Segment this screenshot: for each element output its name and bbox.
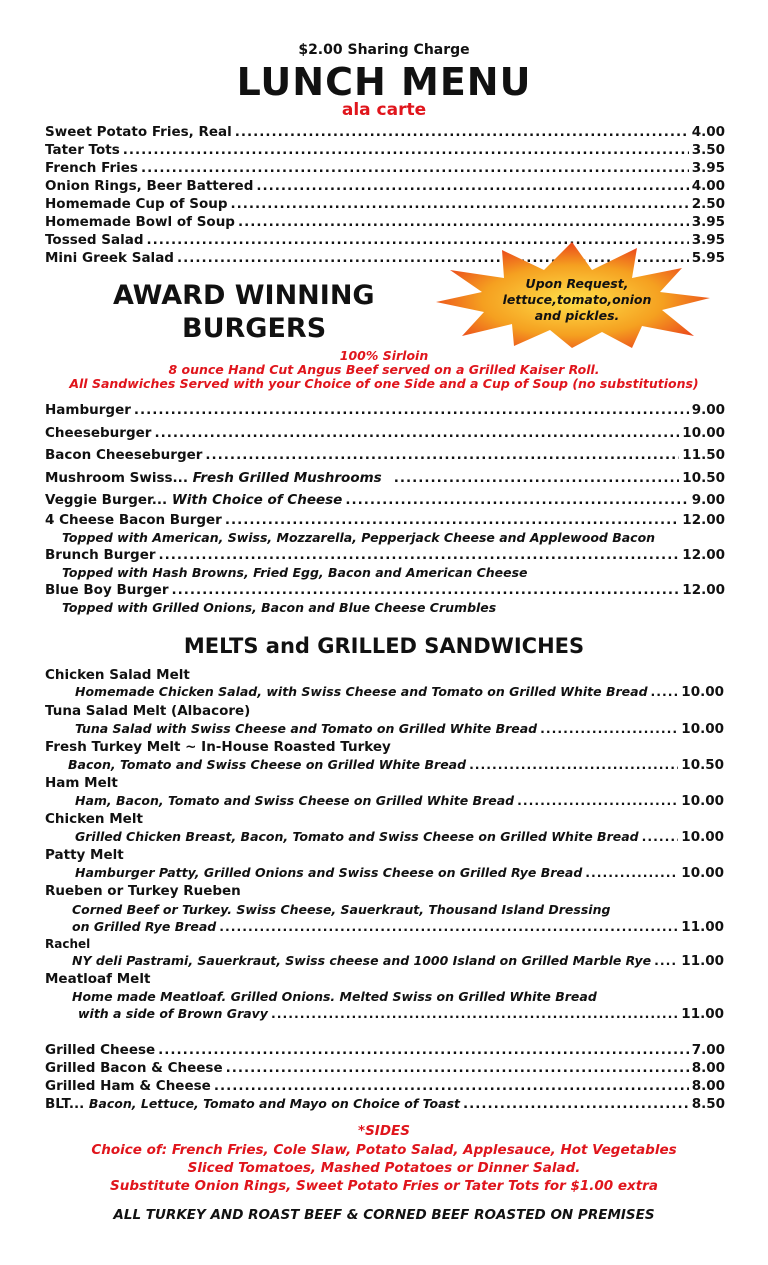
melts-title: MELTS and GRILLED SANDWICHES	[183, 634, 585, 658]
list-item: French Fries ..... 3.95	[45, 160, 725, 176]
list-item: with a side of Brown Gravy ..... 11.00	[78, 1006, 724, 1022]
list-item: BLT... Bacon, Lettuce, Tomato and Mayo on Choice of Toast ..... 8.50	[45, 1096, 725, 1112]
list-item: Homemade Chicken Salad, with Swiss Cheese and Tomato on Grilled White Bread ..... 10.00	[75, 684, 724, 700]
list-item: Mini Greek Salad ..... 5.95	[45, 250, 725, 266]
list-item: Homemade Bowl of Soup ..... 3.95	[45, 214, 725, 230]
list-item: Tater Tots ..... 3.50	[45, 142, 725, 158]
footer-note: ALL TURKEY AND ROAST BEEF & CORNED BEEF ROASTED ON PREMISES	[113, 1207, 655, 1223]
list-item: Grilled Chicken Breast, Bacon, Tomato and Swiss Cheese on Grilled White Bread ..... 10.00	[75, 829, 724, 845]
list-item: NY deli Pastrami, Sauerkraut, Swiss cheese and 1000 Island on Grilled Marble Rye ..... 11.00	[72, 953, 724, 969]
list-item: Homemade Cup of Soup ..... 2.50	[45, 196, 725, 212]
burger-note-1: 100% Sirloin	[339, 348, 429, 363]
list-item: on Grilled Rye Bread ..... 11.00	[72, 919, 724, 935]
melt-name: Chicken Melt	[45, 811, 143, 827]
list-item: Hamburger ..... 9.00	[45, 402, 725, 418]
melt-name: Meatloaf Melt	[45, 971, 151, 987]
list-item: Grilled Bacon & Cheese ..... 8.00	[45, 1060, 725, 1076]
page-subtitle: ala carte	[341, 100, 427, 120]
starburst-text: Upon Request, lettuce,tomato,onion and pickles.	[502, 276, 652, 323]
list-item: Bacon Cheeseburger ..... 11.50	[45, 447, 725, 463]
list-item: Blue Boy Burger ..... 12.00	[45, 582, 725, 598]
sides-line-2: Sliced Tomatoes, Mashed Potatoes or Dinner Salad.	[187, 1160, 581, 1176]
list-item: Grilled Ham & Cheese ..... 8.00	[45, 1078, 725, 1094]
page-title: LUNCH MENU	[236, 60, 532, 104]
burger-note-2: 8 ounce Hand Cut Angus Beef served on a Grilled Kaiser Roll.	[168, 362, 600, 377]
melt-name: Rachel	[45, 937, 91, 951]
item-description: Home made Meatloaf. Grilled Onions. Melted Swiss on Grilled White Bread	[72, 989, 597, 1004]
sharing-charge: $2.00 Sharing Charge	[298, 42, 470, 58]
burger-note-3: All Sandwiches Served with your Choice of one Side and a Cup of Soup (no substitutions)	[69, 376, 699, 391]
list-item: Tuna Salad with Swiss Cheese and Tomato on Grilled White Bread ..... 10.00	[75, 721, 724, 737]
list-item: Hamburger Patty, Grilled Onions and Swiss Cheese on Grilled Rye Bread ..... 10.00	[75, 865, 724, 881]
melt-name: Tuna Salad Melt (Albacore)	[45, 703, 251, 719]
list-item: Veggie Burger... With Choice of Cheese ..... 9.00	[45, 492, 725, 508]
list-item: Mushroom Swiss... Fresh Grilled Mushrooms ..... 10.50	[45, 470, 725, 486]
list-item: Brunch Burger ..... 12.00	[45, 547, 725, 563]
list-item: Grilled Cheese ..... 7.00	[45, 1042, 725, 1058]
list-item: Cheeseburger ..... 10.00	[45, 425, 725, 441]
item-description: Topped with American, Swiss, Mozzarella, Pepperjack Cheese and Applewood Bacon	[62, 530, 656, 545]
melt-name: Chicken Salad Melt	[45, 667, 190, 683]
starburst-badge	[432, 240, 712, 350]
item-description: Topped with Grilled Onions, Bacon and Blue Cheese Crumbles	[62, 600, 497, 615]
item-description: Topped with Hash Browns, Fried Egg, Bacon and American Cheese	[62, 565, 528, 580]
melt-name: Patty Melt	[45, 847, 124, 863]
list-item: Tossed Salad ..... 3.95	[45, 232, 725, 248]
list-item: Bacon, Tomato and Swiss Cheese on Grilled White Bread ..... 10.50	[68, 757, 724, 773]
list-item: 4 Cheese Bacon Burger ..... 12.00	[45, 512, 725, 528]
melt-name: Fresh Turkey Melt ~ In-House Roasted Turkey	[45, 739, 391, 755]
burgers-title-1: AWARD WINNING	[113, 280, 375, 311]
item-description: Corned Beef or Turkey. Swiss Cheese, Sauerkraut, Thousand Island Dressing	[72, 902, 611, 917]
list-item: Sweet Potato Fries, Real ..... 4.00	[45, 124, 725, 140]
burgers-title-2: BURGERS	[182, 313, 327, 344]
melt-name: Rueben or Turkey Rueben	[45, 883, 241, 899]
melt-name: Ham Melt	[45, 775, 118, 791]
list-item: Onion Rings, Beer Battered ..... 4.00	[45, 178, 725, 194]
sides-line-1: Choice of: French Fries, Cole Slaw, Potato Salad, Applesauce, Hot Vegetables	[91, 1142, 677, 1158]
list-item: Ham, Bacon, Tomato and Swiss Cheese on Grilled White Bread ..... 10.00	[75, 793, 724, 809]
sides-line-3: Substitute Onion Rings, Sweet Potato Fries or Tater Tots for $1.00 extra	[110, 1178, 658, 1194]
sides-title: *SIDES	[358, 1123, 410, 1139]
